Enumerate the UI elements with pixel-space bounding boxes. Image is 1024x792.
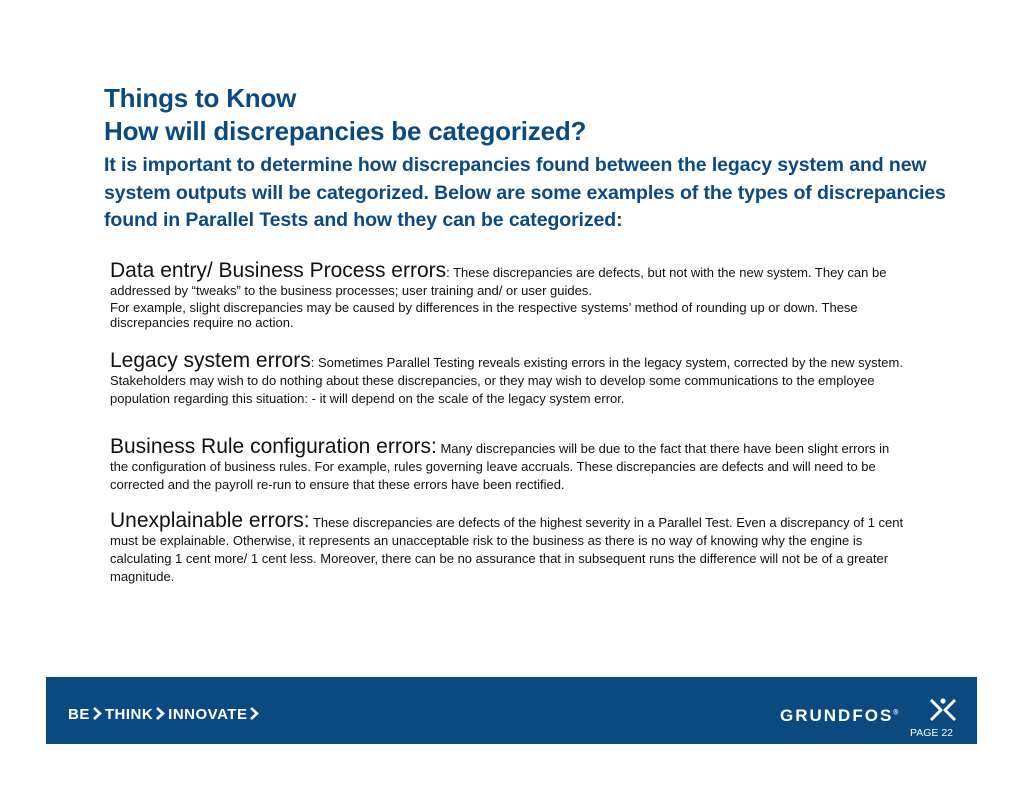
slide-title <box>104 82 984 235</box>
section-heading: Legacy system errors <box>110 349 311 372</box>
tagline-think: THINK <box>104 706 154 723</box>
grundfos-logo <box>780 706 898 726</box>
section-unexplainable-errors <box>110 510 910 586</box>
section-text-example: For example, slight discrepancies may be caused by differences in the respective systems’ method of rounding up or down. These discrepancies require no action. <box>110 300 858 330</box>
tagline <box>68 706 262 723</box>
section-text: These discrepancies are defects of the highest severity in a Parallel Test. Even a discrepancy of 1 cent must be explainable. Otherwise, it represents an unacceptable risk to the business as there is no way of knowing why the engine is calculating 1 cent more/ 1 cent less. Moreover, there can be no assurance that in subsequent runs the difference will not be of a greater magnitude. <box>110 515 904 584</box>
chevron-right-icon <box>250 707 259 720</box>
tagline-innovate: INNOVATE <box>168 706 248 723</box>
section-text: : These discrepancies are defects, but not with the new system. They can be addressed by “tweaks” to the business processes; user training and/ or user guides. <box>110 265 887 298</box>
section-heading: Unexplainable errors: <box>110 509 310 532</box>
section-text: Many discrepancies will be due to the fact that there have been slight errors in the configuration of business rules. For example, rules governing leave accruals. These discrepancies are defects and will need to be corrected and the payroll re-run to ensure that these errors have been rectified. <box>110 441 890 492</box>
section-heading: Data entry/ Business Process errors <box>110 259 447 282</box>
section-heading: Business Rule configuration errors: <box>110 435 437 458</box>
section-data-entry-errors <box>110 260 910 330</box>
chevron-right-icon <box>93 707 102 720</box>
title-question: How will discrepancies be categorized? <box>104 116 587 146</box>
grundfos-logo-text: GRUNDFOS <box>780 706 894 725</box>
section-legacy-system-errors <box>110 350 910 408</box>
registered-mark: ® <box>893 709 899 717</box>
title-intro: It is important to determine how discrepancies found between the legacy system and new system outputs will be categorized. Below are some examples of the types of discrepancies found in Parallel Tests and how they can be categorized: <box>104 154 946 231</box>
grundfos-man-icon <box>928 697 958 723</box>
chevron-right-icon <box>156 707 165 720</box>
section-business-rule-errors <box>110 436 910 494</box>
tagline-be: BE <box>68 706 90 723</box>
footer-bar <box>46 677 977 744</box>
page-number: PAGE 22 <box>910 727 953 739</box>
title-things-to-know: Things to Know <box>104 83 297 113</box>
section-text: : Sometimes Parallel Testing reveals existing errors in the legacy system, corrected by the new system. Stakeholders may wish to do nothing about these discrepancies, or they may wish to develop some communications to the employee population regarding this situation: - it will depend on the scale of the legacy system error. <box>110 355 903 406</box>
